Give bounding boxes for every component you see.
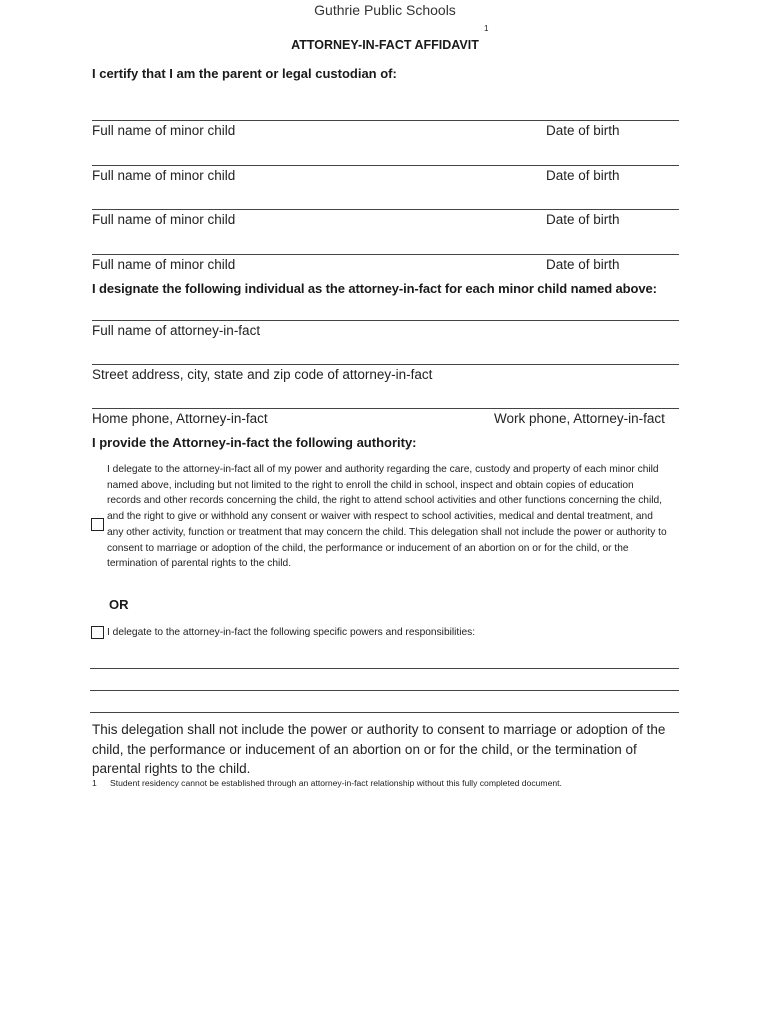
designate-statement: I designate the following individual as the attorney-in-fact for each minor child named above: — [92, 281, 657, 296]
attorney-address-line[interactable] — [92, 364, 679, 365]
closing-statement: This delegation shall not include the power or authority to consent to marriage or adoption of the child, the performance or inducement of an abortion on or for the child, or the termination of parental rights to the child. — [92, 722, 666, 776]
attorney-address-label: Street address, city, state and zip code of attorney-in-fact — [92, 367, 433, 382]
child-1-name-line[interactable] — [92, 120, 679, 121]
specific-powers-line-3[interactable] — [90, 712, 679, 713]
child-4-dob-label: Date of birth — [546, 257, 620, 272]
attorney-phone-line[interactable] — [92, 408, 679, 409]
child-4-name-label: Full name of minor child — [92, 257, 236, 272]
footnote-number: 1 — [92, 778, 97, 788]
child-3-dob-label: Date of birth — [546, 212, 620, 227]
footnote-text: Student residency cannot be established through an attorney-in-fact relationship without this fully completed document. — [110, 778, 562, 788]
child-4-name-line[interactable] — [92, 254, 679, 255]
footnote-marker: 1 — [484, 24, 489, 33]
child-3-name-line[interactable] — [92, 209, 679, 210]
or-label: OR — [109, 597, 129, 612]
document-title: ATTORNEY-IN-FACT AFFIDAVIT — [291, 38, 479, 52]
child-3-name-label: Full name of minor child — [92, 212, 236, 227]
certify-statement: I certify that I am the parent or legal custodian of: — [92, 66, 397, 81]
specific-powers-checkbox[interactable] — [91, 626, 104, 639]
child-1-dob-label: Date of birth — [546, 123, 620, 138]
general-authority-checkbox[interactable] — [91, 518, 104, 531]
child-2-name-line[interactable] — [92, 165, 679, 166]
child-1-name-label: Full name of minor child — [92, 123, 236, 138]
child-2-dob-label: Date of birth — [546, 168, 620, 183]
specific-powers-line-1[interactable] — [90, 668, 679, 669]
specific-powers-line-2[interactable] — [90, 690, 679, 691]
home-phone-label: Home phone, Attorney-in-fact — [92, 411, 268, 426]
general-authority-text: I delegate to the attorney-in-fact all of my power and authority regarding the care, custody and property of each minor child named above, including but not limited to the right to enroll the child in school, inspect and obtain copies of education records and other records concerning the child, the right to attend school activities and other functions concerning the child, and the right to give or withhold any consent or waiver with respect to school activities, medical and dental treatment, and any other activity, function or treatment that may concern the child. This delegation shall not include the power or authority to consent to marriage or adoption of the child, the performance or inducement of an abortion on or for the child, or the termination of parental rights to the child. — [107, 464, 667, 570]
attorney-name-label: Full name of attorney-in-fact — [92, 323, 261, 338]
specific-powers-text: I delegate to the attorney-in-fact the following specific powers and responsibilities: — [107, 627, 476, 638]
school-name: Guthrie Public Schools — [314, 2, 456, 18]
authority-heading: I provide the Attorney-in-fact the following authority: — [92, 435, 417, 450]
attorney-name-line[interactable] — [92, 320, 679, 321]
footnote — [92, 778, 562, 788]
child-2-name-label: Full name of minor child — [92, 168, 236, 183]
work-phone-label: Work phone, Attorney-in-fact — [494, 411, 665, 426]
